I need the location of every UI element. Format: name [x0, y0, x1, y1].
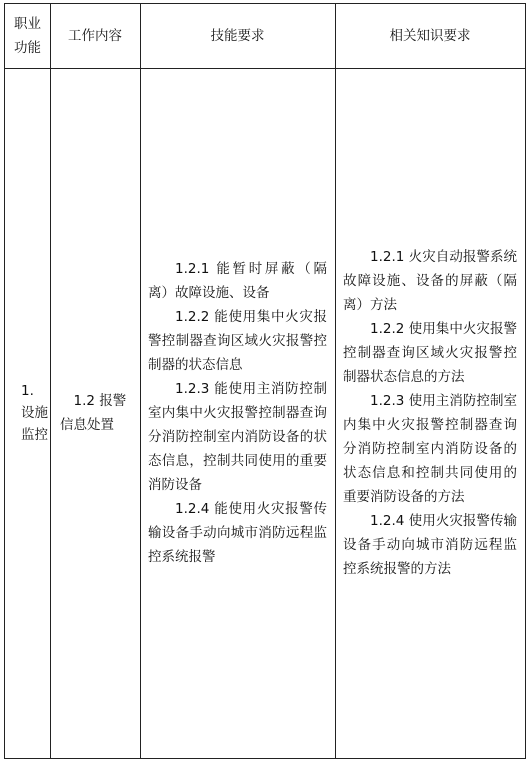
skill-item: 1.2.2 能使用集中火灾报警控制器查询区域火灾报警控制器的状态信息 — [148, 309, 327, 373]
skills-table — [4, 3, 526, 759]
knowledge-item: 1.2.1 火灾自动报警系统故障设施、设备的屏蔽（隔离）方法 — [343, 249, 517, 313]
knowledge-item: 1.2.3 使用主消防控制室内集中火灾报警控制器查询分消防控制室内消防设备的状态信息和控制共同使用的重要消防设备的方法 — [343, 393, 517, 505]
header-function: 职业 功能 — [14, 16, 41, 56]
knowledge-item: 1.2.4 使用火灾报警传输设备手动向城市消防远程监控系统报警的方法 — [343, 513, 517, 577]
cell-work-content — [50, 68, 140, 758]
skill-item: 1.2.4 能使用火灾报警传输设备手动向城市消防远程监控系统报警 — [148, 501, 327, 565]
cell-function: 1. 设施 监控 — [21, 383, 48, 443]
work-content-text: 1.2 报警 信息处置 — [60, 393, 127, 433]
cell-skills — [140, 68, 335, 758]
knowledge-item: 1.2.2 使用集中火灾报警控制器查询区域火灾报警控制器状态信息的方法 — [343, 321, 517, 385]
skill-item: 1.2.3 能使用主消防控制室内集中火灾报警控制器查询分消防控制室内消防设备的状态信息，控制共同使用的重要消防设备 — [148, 381, 327, 493]
cell-knowledge — [335, 68, 525, 758]
header-skill-requirements: 技能要求 — [210, 28, 265, 44]
header-knowledge-requirements: 相关知识要求 — [389, 28, 471, 44]
skill-item: 1.2.1 能暂时屏蔽（隔离）故障设施、设备 — [148, 261, 327, 301]
header-work-content: 工作内容 — [68, 28, 122, 44]
